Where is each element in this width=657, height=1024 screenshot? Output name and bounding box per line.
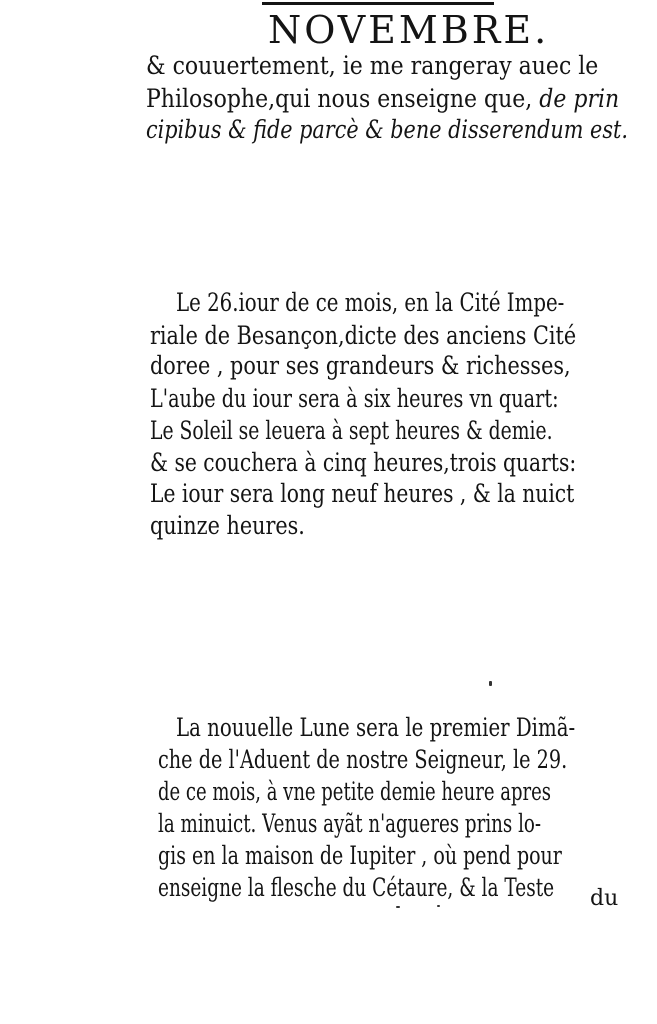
section2-line-7: Le iour sera long neuf heures , & la nuict <box>150 479 575 508</box>
section1-line-1: & couuertement, ie me rangeray auec le <box>146 51 599 80</box>
section3-line-2: che de l'Aduent de nostre Seigneur, le 29. <box>158 745 568 774</box>
running-head-text: NOVEMBRE. <box>268 8 550 52</box>
section2-line-8: quinze heures. <box>150 511 305 540</box>
section3-line-3: de ce mois, à vne petite demie heure apres <box>158 777 551 806</box>
section3-line-1: La nouuelle Lune sera le premier Dimã- <box>176 713 576 742</box>
ink-speck <box>396 906 400 908</box>
section2-line-6: & se couchera à cinq heures,trois quarts: <box>150 448 577 477</box>
catchword: du <box>590 886 619 911</box>
section1-line-2-italic: de prin <box>539 84 620 113</box>
section3-line-5: gis en la maison de Iupiter , où pend pour <box>158 841 562 870</box>
ink-speck <box>489 681 492 686</box>
section2-line-1: Le 26.iour de ce mois, en la Cité Impe- <box>176 288 565 317</box>
ink-speck <box>437 905 440 907</box>
running-head <box>262 2 550 52</box>
section2-line-3: doree , pour ses grandeurs & richesses, <box>150 351 571 380</box>
section2-line-5: Le Soleil se leuera à sept heures & demie. <box>150 416 553 445</box>
section1-line-2-roman: Philosophe,qui nous enseigne que, <box>146 84 540 113</box>
section2-line-4: L'aube du iour sera à six heures vn quart: <box>150 384 559 413</box>
section1-line-3: cipibus & fide parcè & bene disserendum est. <box>146 115 628 144</box>
section1-line-2 <box>146 83 619 115</box>
section3-line-4: la minuict. Venus ayãt n'agueres prins lo- <box>158 809 542 838</box>
section2-line-2: riale de Besançon,dicte des anciens Cité <box>150 321 577 350</box>
section3-line-6: enseigne la flesche du Cétaure, & la Teste <box>158 873 555 902</box>
